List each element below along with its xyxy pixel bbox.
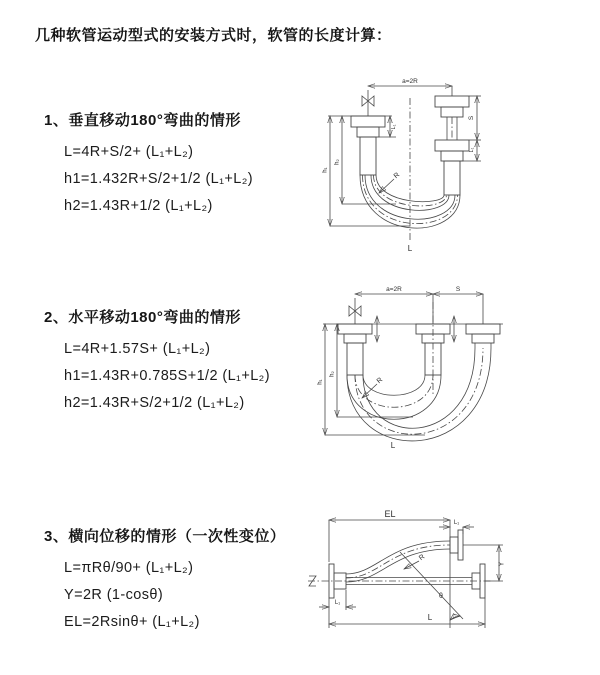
section-2 (44, 308, 270, 417)
section-1-heading: 1、垂直移动180°弯曲的情形 (44, 112, 241, 129)
valve-icon (362, 90, 374, 116)
dimension-s (433, 286, 483, 294)
dim-label-s: S (455, 286, 461, 293)
dim-label-h1: h₁ (317, 379, 324, 385)
dimension-h2 (330, 324, 414, 417)
left-fitting (351, 116, 385, 175)
right-fitting (466, 324, 500, 348)
dimension-el (329, 509, 450, 628)
hose-u-bend-displaced (347, 348, 491, 441)
dim-label-theta: θ (439, 593, 443, 600)
dim-label-r: R (418, 553, 427, 563)
lateral-displacement-diagram (300, 506, 598, 651)
dimension-h1 (323, 116, 411, 226)
dimension-a2r (355, 286, 433, 294)
section-2-heading: 2、水平移动180°弯曲的情形 (44, 309, 241, 326)
formula-line: h1=1.43R+0.785S+1/2 (L₁+L₂) (64, 368, 270, 384)
section-3-heading: 3、横向位移的情形（一次性变位） (44, 528, 286, 545)
formula-line: EL=2Rsinθ+ (L₁+L₂) (64, 614, 200, 630)
dim-label-h1: h₁ (322, 167, 329, 173)
dimension-l (329, 598, 485, 628)
left-fitting (338, 324, 372, 375)
formula-line: L=4R+S/2+ (L₁+L₂) (64, 144, 194, 160)
valve-icon (349, 298, 361, 324)
dim-label-l1: L₁ (453, 520, 460, 526)
formula-line: Y=2R (1-cosθ) (64, 587, 164, 603)
dim-label-s: S (468, 115, 475, 121)
dimension-a2r (368, 78, 452, 96)
radius-callout (362, 377, 384, 398)
section-1 (44, 111, 253, 220)
dim-label-l1: L₁ (391, 124, 397, 130)
dim-label-length: L (390, 441, 396, 450)
dimension-l1-top (439, 520, 474, 534)
dim-label-l1: L₁ (334, 600, 341, 606)
dim-label-h2: h₂ (334, 159, 341, 165)
dimension-l1-left (319, 590, 356, 610)
radius-callout (404, 553, 426, 569)
dim-label-length: L (427, 613, 433, 622)
dim-label-span: a=2R (386, 286, 402, 293)
dim-label-r: R (392, 171, 402, 181)
angle-construction (400, 552, 463, 620)
formula-line: h1=1.432R+S/2+1/2 (L₁+L₂) (64, 171, 254, 187)
page-title: 几种软管运动型式的安装方式时，软管的长度计算： (35, 27, 392, 44)
dim-label-span: a=2R (402, 78, 418, 85)
dim-label-el: EL (384, 509, 396, 519)
formula-line: L=πRθ/90+ (L₁+L₂) (64, 560, 194, 576)
right-fitting (435, 96, 469, 195)
upper-flange (450, 530, 463, 560)
dim-label-length: L (407, 244, 413, 253)
horizontal-180-bend-diagram (313, 282, 591, 457)
radius-callout (379, 172, 401, 193)
formula-line: h2=1.43R+S/2+1/2 (L₁+L₂) (64, 395, 245, 411)
formula-line: L=4R+1.57S+ (L₁+L₂) (64, 341, 211, 357)
dim-label-r: R (375, 376, 385, 386)
dim-label-y: Y (498, 561, 506, 567)
hose-u-bend (347, 375, 441, 419)
formula-line: h2=1.43R+1/2 (L₁+L₂) (64, 198, 213, 214)
vertical-180-bend-diagram (318, 70, 518, 260)
dim-label-h2: h₂ (329, 371, 336, 377)
section-3 (44, 527, 285, 636)
dimension-l1-fitting (379, 116, 397, 137)
hose-s-curve (346, 541, 450, 582)
dimension-y (463, 545, 506, 581)
dim-label-l1: L₁ (469, 147, 475, 153)
